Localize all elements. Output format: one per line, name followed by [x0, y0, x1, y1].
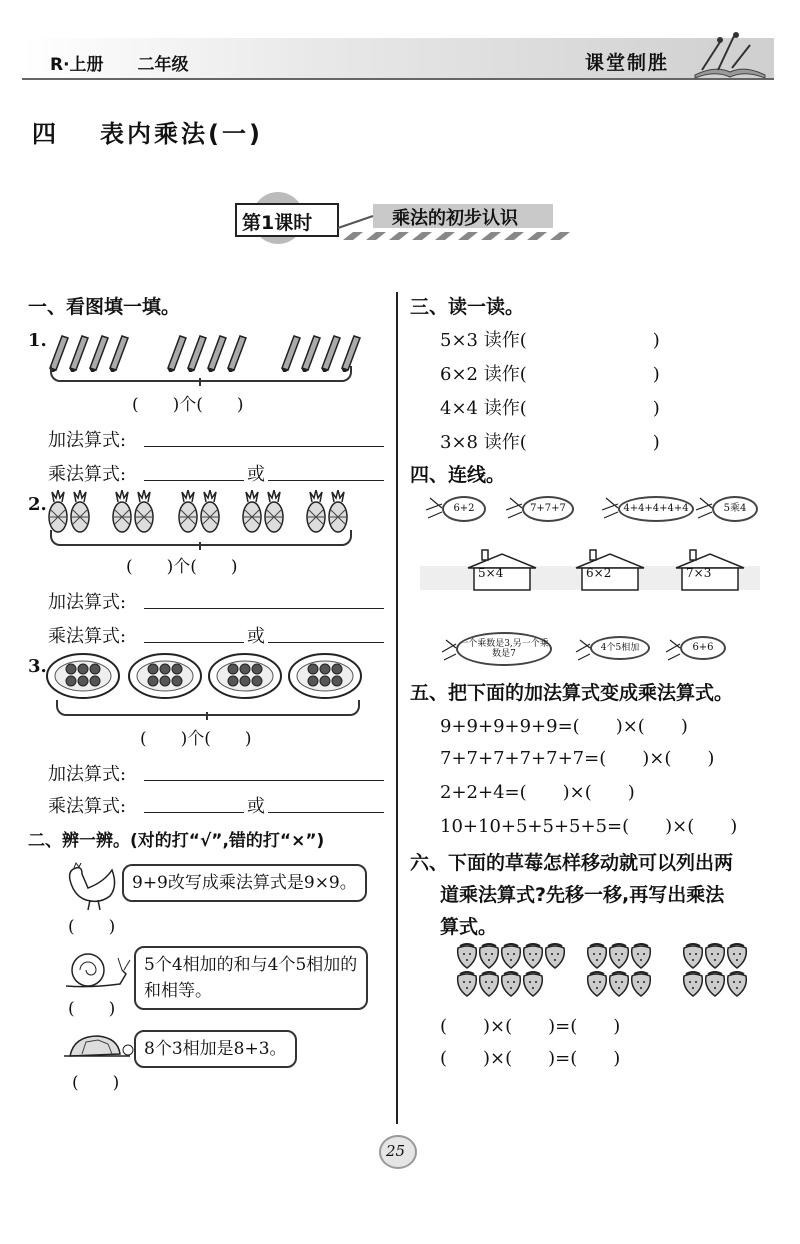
header-rule	[22, 78, 774, 80]
sec3-item-1[interactable]: 5×3 读作( )	[440, 330, 660, 351]
bug-3[interactable]	[618, 496, 694, 522]
q2-brace	[50, 530, 352, 546]
lesson-badge: 第1课时	[242, 212, 313, 234]
q3-brace	[56, 700, 360, 716]
sec5-item-2[interactable]: 7+7+7+7+7+7=( )×( )	[440, 748, 715, 769]
q1-number: 1.	[28, 330, 47, 351]
bug-7-label: 6+6	[692, 642, 714, 653]
column-divider	[396, 292, 398, 1124]
sec2-answer-3[interactable]: ( )	[72, 1073, 120, 1093]
sec2-title: 二、辨一辨。(对的打“√”,错的打“×”)	[28, 831, 325, 851]
bug-7[interactable]	[680, 636, 726, 660]
sec2-bubble-2	[134, 946, 368, 1010]
chapter-title: 表内乘法(一)	[100, 120, 263, 148]
q3-or: 或	[247, 796, 265, 817]
q2-mul-line2[interactable]	[268, 642, 384, 643]
house-3-label[interactable]: 7×3	[686, 566, 712, 580]
q2-brace-tip	[199, 542, 201, 550]
sec2-bubble-1	[122, 864, 367, 902]
q1-brace-tip	[199, 378, 201, 386]
q1-mul-line2[interactable]	[268, 480, 384, 481]
q1-or: 或	[247, 464, 265, 485]
bug-5-label: 一个乘数是3,另一个乘数是7	[459, 639, 549, 659]
house-1-label[interactable]: 5×4	[478, 566, 504, 580]
page-number: 25	[386, 1142, 406, 1160]
sec2-statement-2: 5个4相加的和与4个5相加的和相等。	[144, 955, 358, 1001]
q2-add-line[interactable]	[144, 608, 384, 609]
bug-4[interactable]	[712, 496, 758, 522]
bug-3-label: 4+4+4+4+4	[623, 503, 689, 514]
q1-brace	[50, 366, 352, 382]
q2-number: 2.	[28, 494, 47, 515]
header-right: 课堂制胜	[585, 52, 670, 74]
q2-blank: ( )个( )	[126, 557, 238, 577]
snail-icon	[60, 948, 136, 990]
sec5-item-3[interactable]: 2+2+4=( )×( )	[440, 782, 635, 803]
q3-add-line[interactable]	[144, 780, 384, 781]
q3-mul-line1[interactable]	[144, 812, 244, 813]
apple-plates-image	[46, 652, 376, 700]
lesson-title: 乘法的初步认识	[392, 208, 518, 229]
sec6-eq-2[interactable]: ( )×( )=( )	[440, 1048, 621, 1069]
rooster-icon	[60, 862, 124, 912]
q2-mul-line1[interactable]	[144, 642, 244, 643]
q3-blank: ( )个( )	[140, 729, 252, 749]
sec3-item-2[interactable]: 6×2 读作( )	[440, 364, 660, 385]
bug-4-label: 5乘4	[723, 503, 747, 514]
q1-blank: ( )个( )	[132, 395, 244, 415]
sec2-bubble-3	[134, 1030, 297, 1068]
turtle-icon	[60, 1030, 136, 1066]
q1-add-label: 加法算式:	[48, 430, 127, 451]
sec4-title: 四、连线。	[410, 464, 506, 486]
book-icon	[690, 30, 770, 80]
sec6-eq-1[interactable]: ( )×( )=( )	[440, 1016, 621, 1037]
q2-mul-label: 乘法算式:	[48, 626, 127, 647]
header-left: R·上册 二年级	[50, 55, 189, 75]
sec2-answer-2[interactable]: ( )	[68, 999, 116, 1019]
sec6-title-3: 算式。	[440, 916, 498, 938]
sec3-item-4[interactable]: 3×8 读作( )	[440, 432, 660, 453]
sec2-statement-3: 8个3相加是8+3。	[144, 1039, 287, 1059]
bug-1[interactable]	[442, 496, 486, 522]
pineapples-image	[46, 490, 356, 534]
sec5-item-1[interactable]: 9+9+9+9+9=( )×( )	[440, 716, 688, 737]
q3-mul-label: 乘法算式:	[48, 796, 127, 817]
strawberries-image	[456, 940, 756, 1000]
q1-mul-label: 乘法算式:	[48, 464, 127, 485]
sec3-item-3[interactable]: 4×4 读作( )	[440, 398, 660, 419]
bug-6-label: 4个5相加	[600, 643, 640, 653]
q3-brace-tip	[206, 712, 208, 720]
sec6-title-1: 六、下面的草莓怎样移动就可以列出两	[410, 852, 734, 874]
sec2-statement-1: 9+9改写成乘法算式是9×9。	[132, 873, 357, 893]
house-2-label[interactable]: 6×2	[586, 566, 612, 580]
q3-mul-line2[interactable]	[268, 812, 384, 813]
bug-5[interactable]	[456, 632, 552, 666]
q2-add-label: 加法算式:	[48, 592, 127, 613]
sec1-title: 一、看图填一填。	[28, 296, 181, 318]
sec5-item-4[interactable]: 10+10+5+5+5+5=( )×( )	[440, 816, 738, 837]
q2-or: 或	[247, 626, 265, 647]
bug-1-label: 6+2	[453, 503, 475, 514]
q3-add-label: 加法算式:	[48, 764, 127, 785]
sec2-answer-1[interactable]: ( )	[68, 917, 116, 937]
bug-2-label: 7+7+7	[530, 503, 566, 514]
bug-6[interactable]	[590, 636, 650, 660]
sec5-title: 五、把下面的加法算式变成乘法算式。	[410, 682, 734, 704]
q3-number: 3.	[28, 656, 47, 677]
q1-add-line[interactable]	[144, 446, 384, 447]
q1-mul-line1[interactable]	[144, 480, 244, 481]
bug-2[interactable]	[522, 496, 574, 522]
sec3-title: 三、读一读。	[410, 296, 525, 318]
sec6-title-2: 道乘法算式?先移一移,再写出乘法	[440, 884, 725, 906]
chapter-number: 四	[32, 120, 56, 148]
